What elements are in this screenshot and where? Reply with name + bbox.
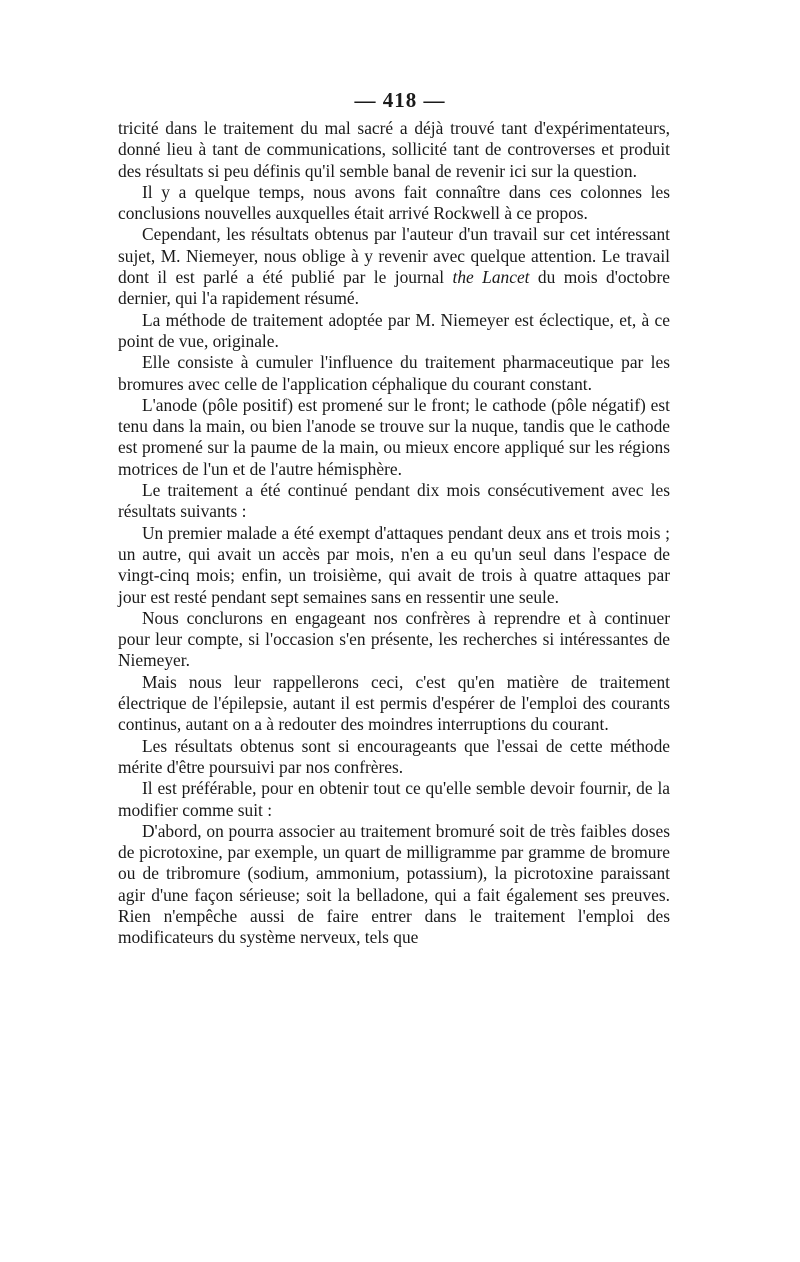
paragraph-4: La méthode de traitement adoptée par M. Niemeyer est éclectique, et, à ce point de vue, originale. [118, 309, 670, 351]
paragraph-13: D'abord, on pourra associer au traitement bromuré soit de très faibles doses de picrotoxine, par exemple, un quart de milligramme par gramme de bromure ou de tribromure (sodium, ammonium, potassium), la picrotoxine paraissant agir d'une façon sérieuse; soit la belladone, qui a fait également ses preuves. Rien n'empêche aussi de faire entrer dans le traitement l'emploi des modificateurs du système nerveux, tels que [118, 820, 670, 948]
paragraph-12: Il est préférable, pour en obtenir tout ce qu'elle semble devoir fournir, de la modifier comme suit : [118, 778, 670, 820]
paragraph-1: tricité dans le traitement du mal sacré a déjà trouvé tant d'expérimentateurs, donné lieu à tant de communications, sollicité tant de controverses et produit des résultats si peu définis qu'il semble banal de revenir ici sur la question. [118, 118, 670, 181]
paragraph-3 [118, 224, 670, 309]
paragraph-10: Mais nous leur rappellerons ceci, c'est qu'en matière de traitement électrique de l'épilepsie, autant il est permis d'espérer de l'emploi des courants continus, autant on a à redouter des moindres interruptions du courant. [118, 671, 670, 735]
paragraph-9: Nous conclurons en engageant nos confrères à reprendre et à continuer pour leur compte, si l'occasion s'en présente, les recherches si intéressantes de Niemeyer. [118, 607, 670, 671]
paragraph-3-text-after: du mois d'octobre dernier, qui l'a rapidement résumé. [118, 267, 670, 309]
paragraph-11: Les résultats obtenus sont si encourageants que l'essai de cette méthode mérite d'être poursuivi par nos confrères. [118, 735, 670, 777]
paragraph-8: Un premier malade a été exempt d'attaques pendant deux ans et trois mois ; un autre, qui avait un accès par mois, n'en a eu qu'un seul dans l'espace de vingt-cinq mois; enfin, un troisième, qui avait de trois à quatre attaques par jour est resté pendant sept semaines sans en ressentir une seule. [118, 522, 670, 607]
page-number: — 418 — [354, 88, 446, 112]
body-text [118, 118, 670, 949]
journal-title: the Lancet [452, 267, 530, 288]
paragraph-5: Elle consiste à cumuler l'influence du traitement pharmaceutique par les bromures avec celle de l'application céphalique du courant constant. [118, 352, 670, 394]
paragraph-3-text-before: Cependant, les résultats obtenus par l'auteur d'un travail sur cet intéressant sujet, M. Niemeyer, nous oblige à y revenir avec quelque attention. Le travail dont il est parlé a été publié par le journal [118, 224, 670, 288]
paragraph-6: L'anode (pôle positif) est promené sur le front; le cathode (pôle négatif) est tenu dans la main, ou bien l'anode se trouve sur la nuque, tandis que le cathode est promené sur la paume de la main, ou mieux encore appliqué sur les régions motrices de l'un et de l'autre hémisphère. [118, 394, 670, 479]
paragraph-7: Le traitement a été continué pendant dix mois consécutivement avec les résultats suivants : [118, 480, 670, 522]
paragraph-2: Il y a quelque temps, nous avons fait connaître dans ces colonnes les conclusions nouvelles auxquelles était arrivé Rockwell à ce propos. [118, 181, 670, 224]
